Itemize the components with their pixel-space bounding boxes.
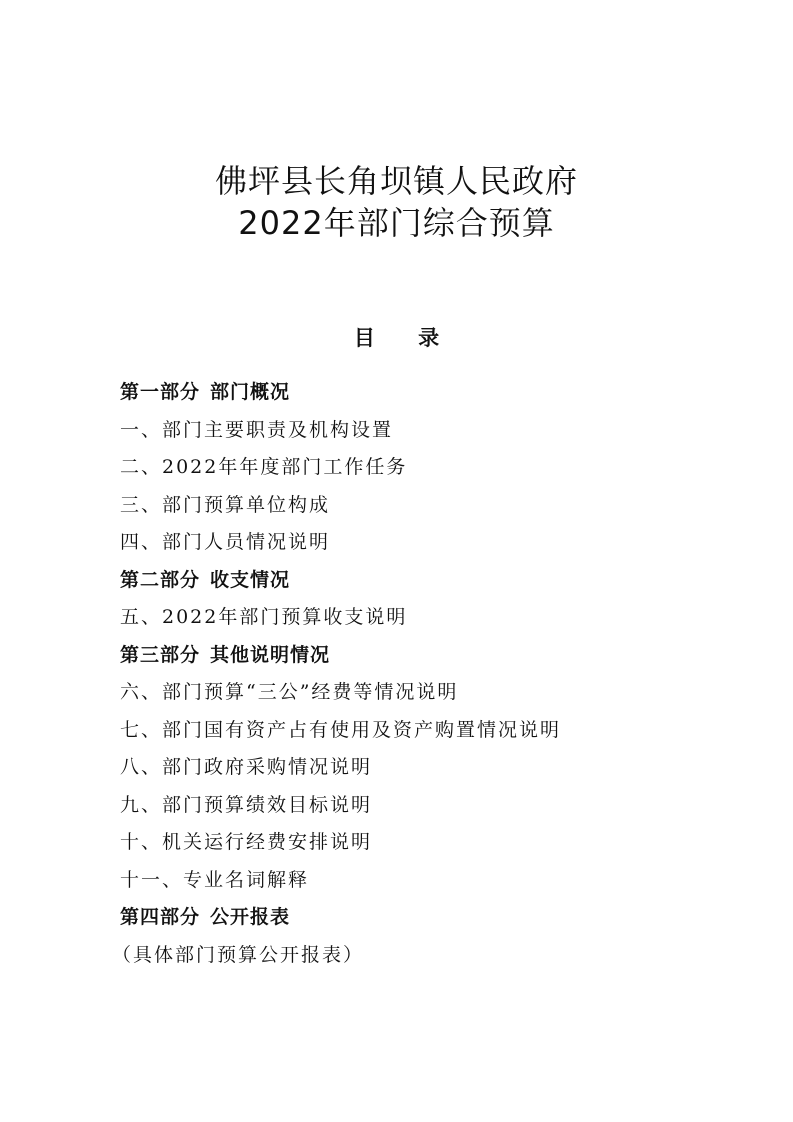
toc-item: 二、2022年年度部门工作任务 [120, 456, 408, 478]
toc-section-title: 公开报表 [210, 906, 291, 928]
toc-section-part: 第四部分 [120, 906, 201, 928]
toc-section-part: 第一部分 [120, 381, 201, 403]
table-of-contents [112, 374, 740, 974]
toc-item: 七、部门国有资产占有使用及资产购置情况说明 [120, 718, 562, 741]
toc-note: （具体部门预算公开报表） [112, 943, 365, 966]
toc-section-part: 第三部分 [120, 643, 201, 666]
toc-item: 三、部门预算单位构成 [120, 493, 331, 516]
title-line-2: 2022年部门综合预算 [238, 204, 555, 242]
toc-section-4 [120, 899, 740, 937]
toc-section-title: 其他说明情况 [210, 643, 331, 666]
toc-item: 四、部门人员情况说明 [120, 531, 331, 553]
toc-section-3 [120, 637, 740, 675]
toc-item: 十一、专业名词解释 [120, 868, 310, 891]
title-line-1: 佛坪县长角坝镇人民政府 [214, 162, 578, 200]
toc-section-part: 第二部分 [120, 568, 201, 591]
toc-section-1 [120, 374, 740, 412]
toc-heading: 目 录 [353, 326, 458, 350]
toc-item: 九、部门预算绩效目标说明 [120, 793, 373, 816]
toc-item: 八、部门政府采购情况说明 [120, 756, 373, 778]
toc-section-title: 部门概况 [210, 381, 291, 403]
toc-item: 十、机关运行经费安排说明 [120, 831, 373, 853]
document-title [0, 160, 793, 244]
toc-item: 六、部门预算“三公”经费等情况说明 [120, 681, 459, 703]
toc-item: 一、部门主要职责及机构设置 [120, 418, 394, 441]
toc-section-2 [120, 562, 740, 600]
toc-item: 五、2022年部门预算收支说明 [120, 606, 408, 628]
toc-section-title: 收支情况 [210, 568, 291, 591]
